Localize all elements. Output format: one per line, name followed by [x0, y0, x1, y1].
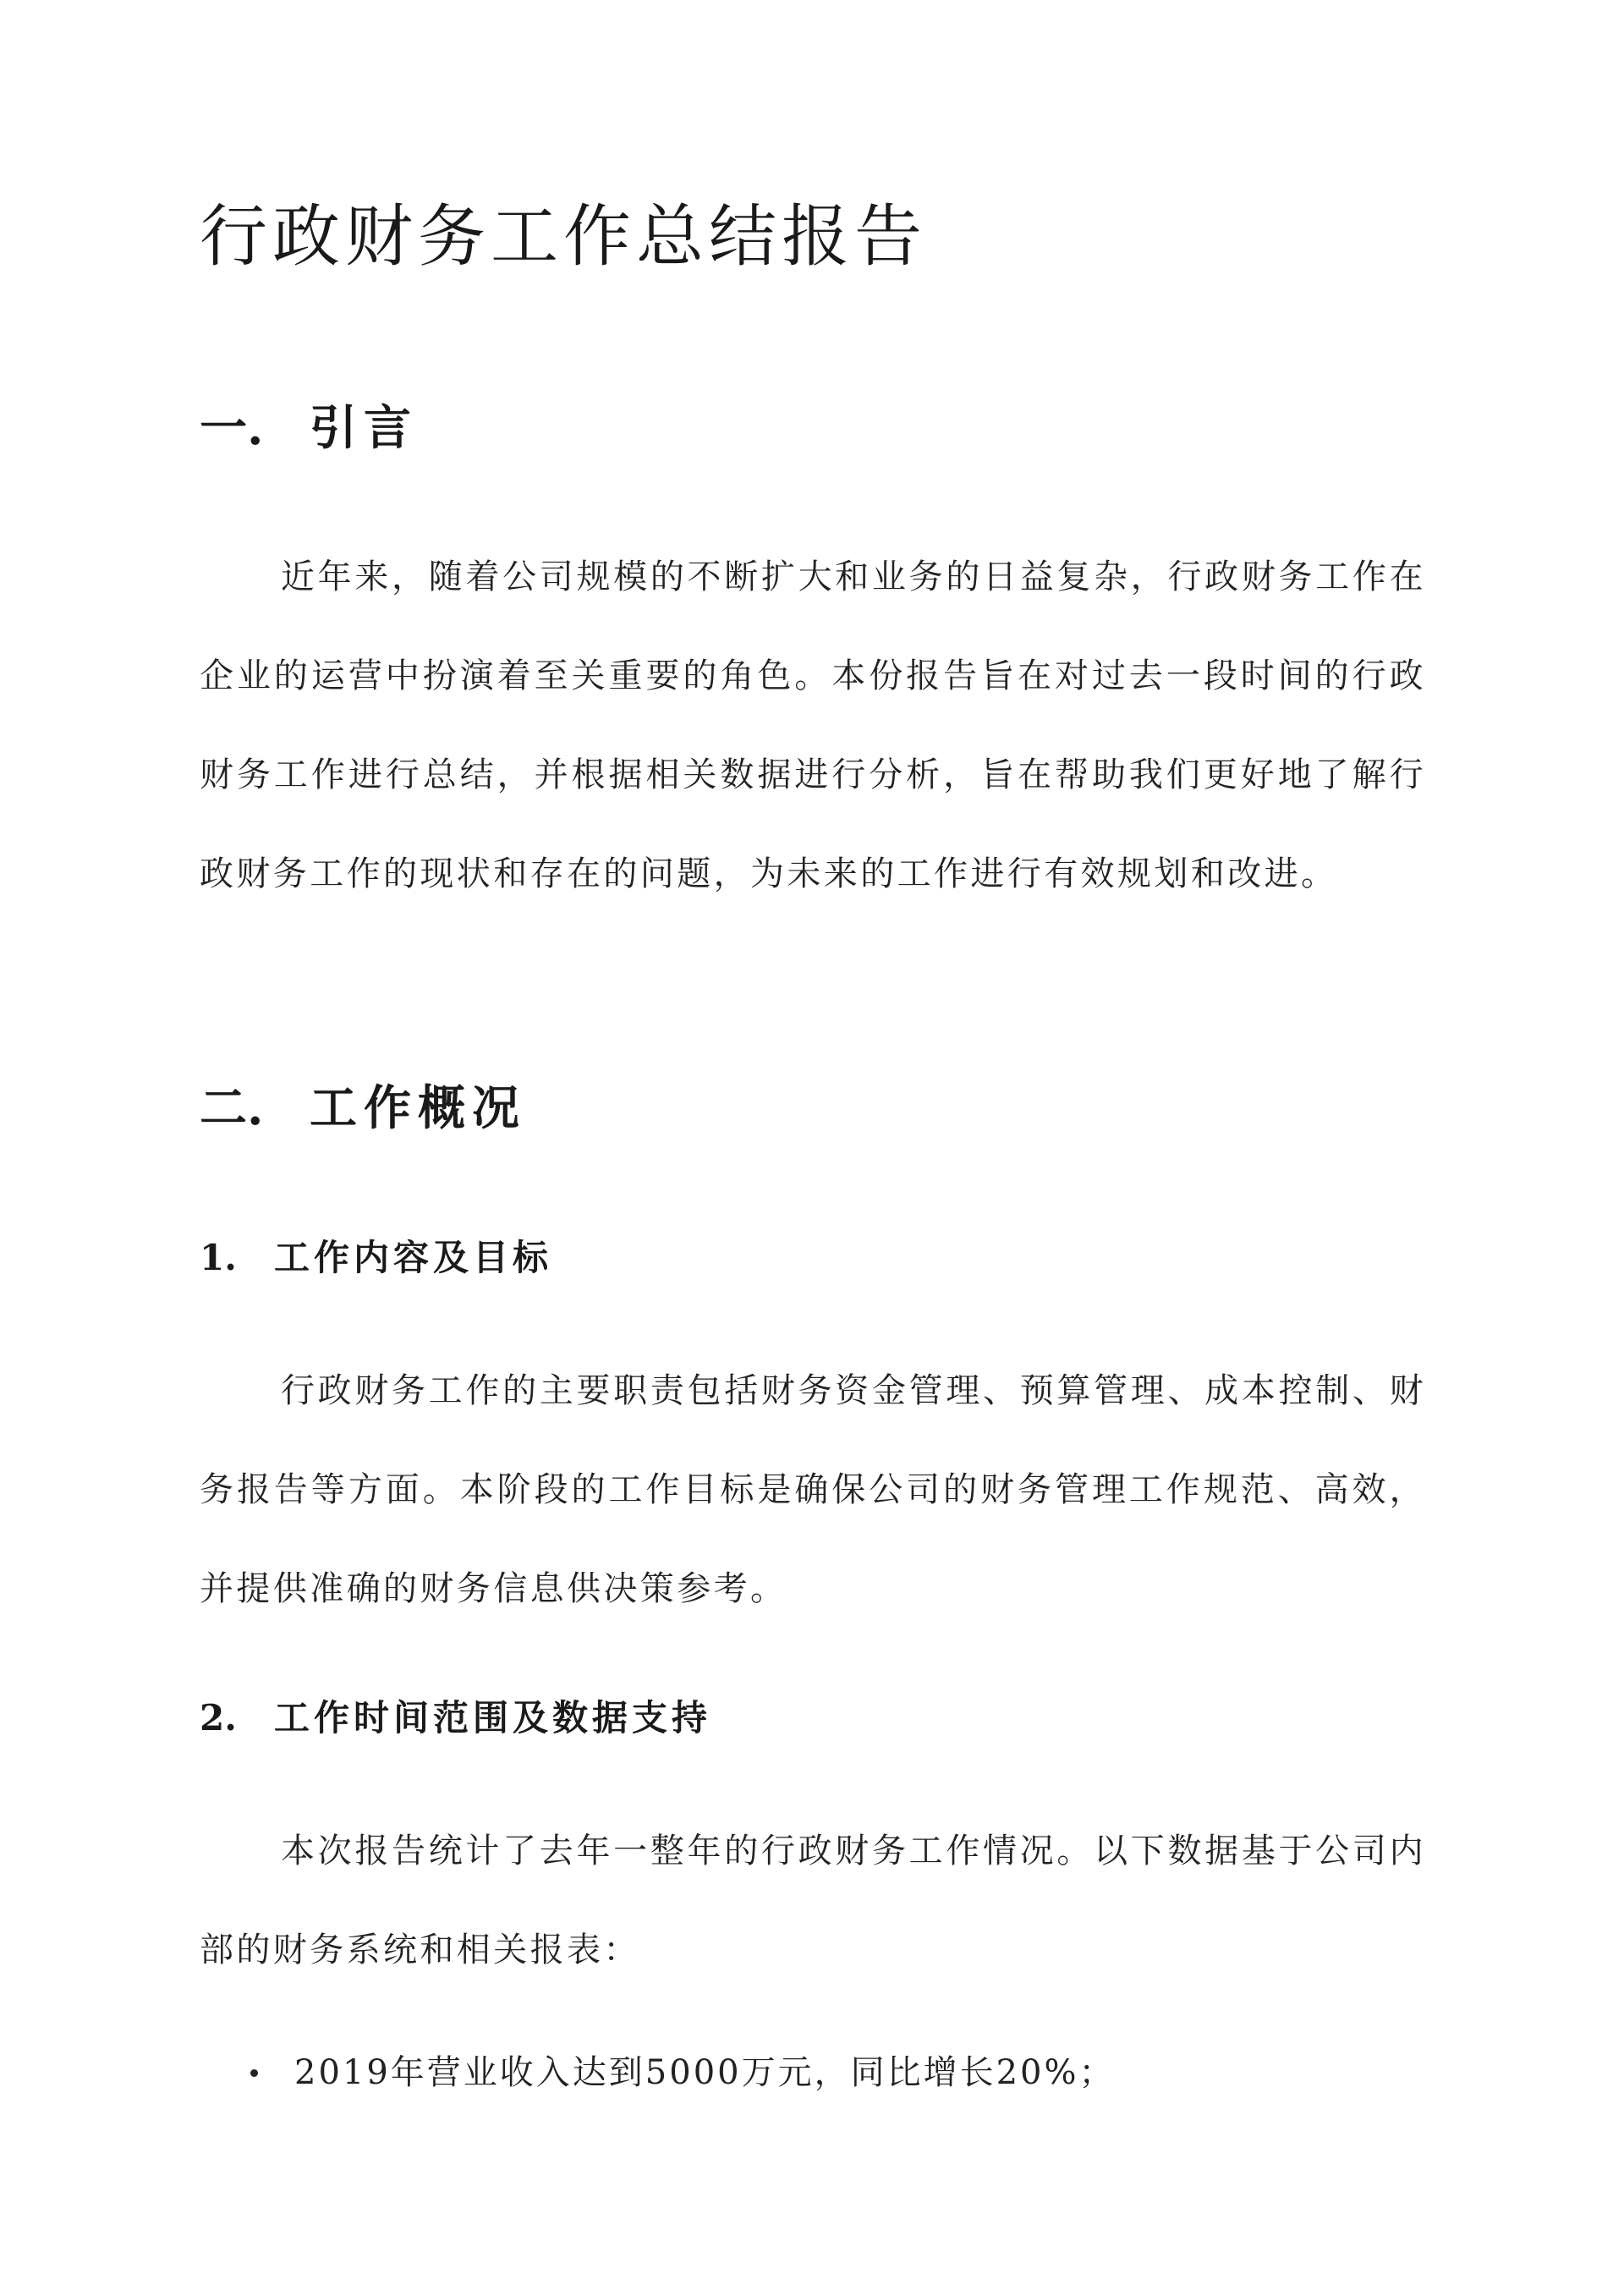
subsection-number: 1. — [200, 1237, 237, 1278]
subsection-number: 2. — [200, 1697, 237, 1738]
section-number: 二. — [200, 1080, 264, 1136]
time-data-paragraph: 本次报告统计了去年一整年的行政财务工作情况。以下数据基于公司内部的财务系统和相关报表： — [200, 1832, 1426, 1969]
section-title: 引言 — [310, 400, 418, 456]
bullet-text: 2019年营业收入达到5000万元，同比增长20%； — [294, 2053, 1116, 2092]
subsection-heading-content-goals — [200, 1237, 553, 1278]
intro-paragraph: 近年来，随着公司规模的不断扩大和业务的日益复杂，行政财务工作在企业的运营中扮演着至关重要的角色。本份报告旨在对过去一段时间的行政财务工作进行总结，并根据相关数据进行分析，旨在帮助我们更好地了解行政财务工作的现状和存在的问题，为未来的工作进行有效规划和改进。 — [200, 558, 1426, 893]
data-bullet-list — [200, 2047, 1426, 2098]
subsection-title: 工作时间范围及数据支持 — [274, 1697, 712, 1738]
list-item — [200, 2047, 1426, 2098]
subsection-heading-time-data — [200, 1697, 712, 1738]
content-goals-paragraph: 行政财务工作的主要职责包括财务资金管理、预算管理、成本控制、财务报告等方面。本阶段的工作目标是确保公司的财务管理工作规范、高效，并提供准确的财务信息供决策参考。 — [200, 1371, 1426, 1608]
document-title: 行政财务工作总结报告 — [200, 197, 927, 276]
bullet-icon — [250, 2069, 258, 2077]
subsection-title: 工作内容及目标 — [274, 1237, 553, 1278]
section-heading-overview — [200, 1080, 526, 1136]
section-number: 一. — [200, 400, 264, 456]
section-title: 工作概况 — [310, 1080, 526, 1136]
section-heading-intro — [200, 400, 418, 456]
